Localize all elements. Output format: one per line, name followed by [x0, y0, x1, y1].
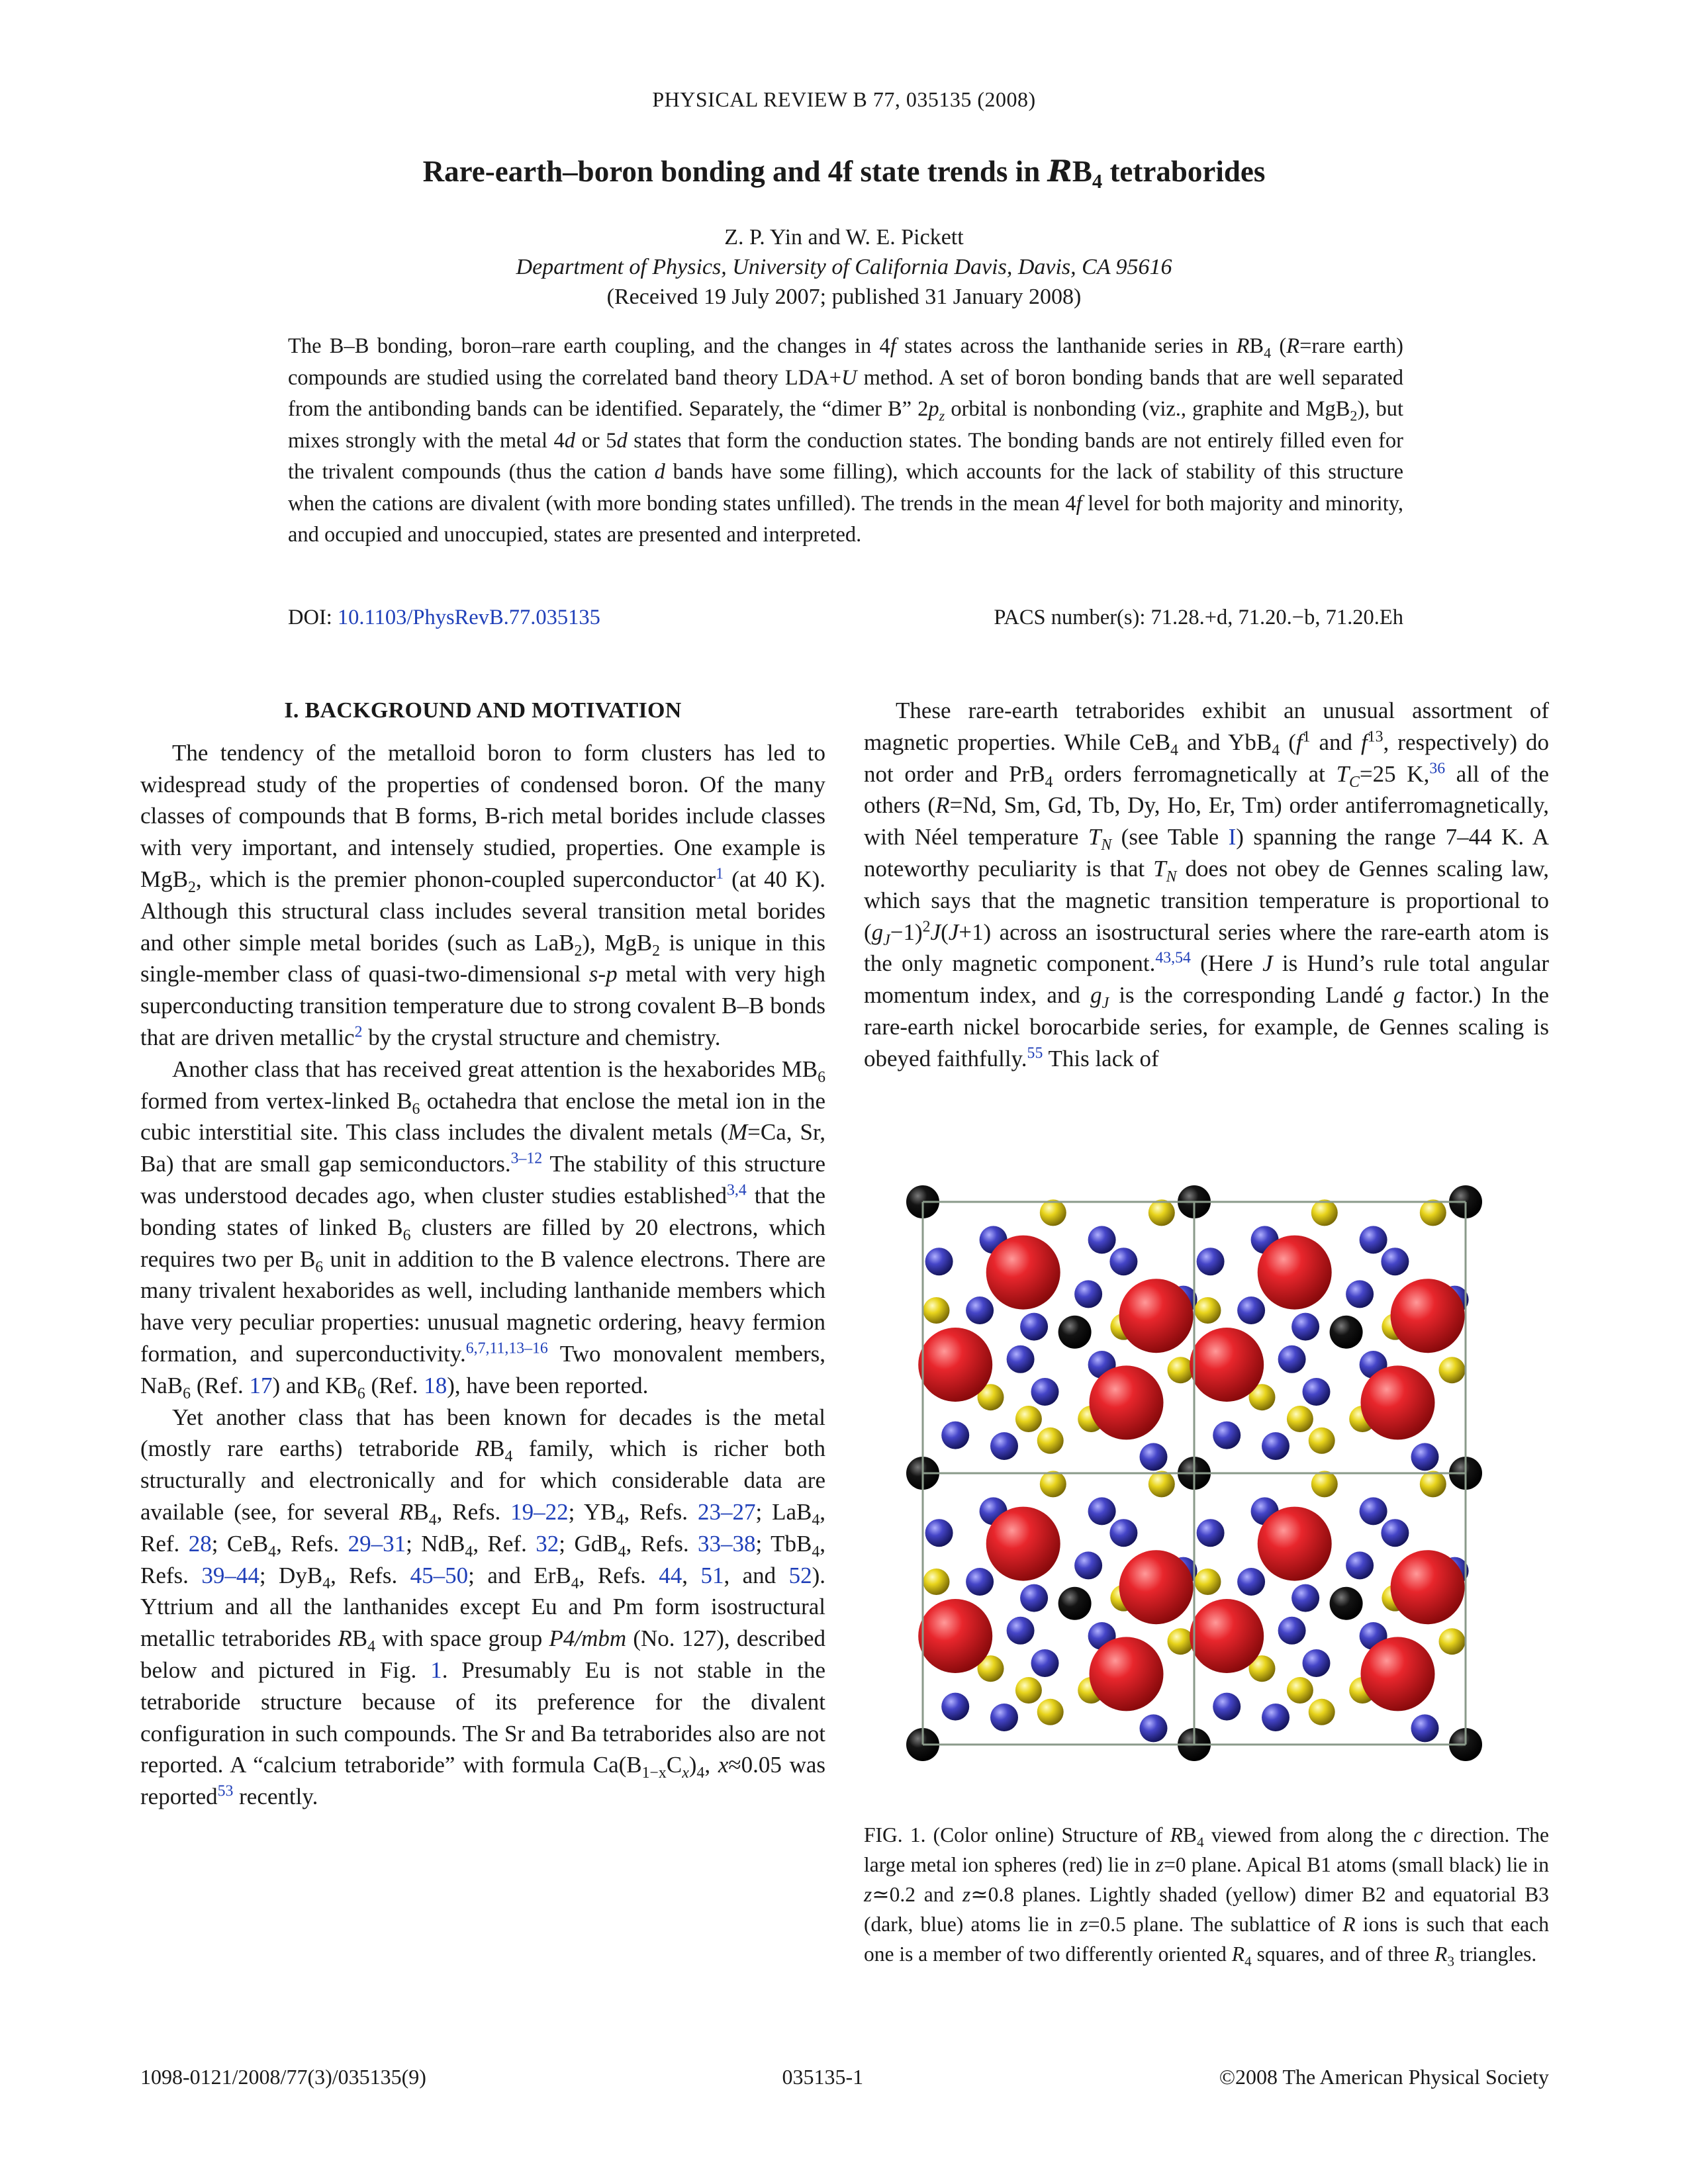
ref-link[interactable]: 55	[1027, 1044, 1043, 1062]
b3-atom	[1197, 1519, 1225, 1547]
b3-atom	[990, 1704, 1018, 1731]
b3-atom	[925, 1519, 953, 1547]
ref-link[interactable]: 6,7,11,13–16	[465, 1340, 548, 1357]
title-text: Rare-earth–boron bonding and 4f state trends in	[422, 155, 1048, 188]
b3-atom	[990, 1432, 1018, 1460]
b3-atom	[1109, 1519, 1137, 1547]
b2-atom	[1040, 1199, 1066, 1226]
ref-link[interactable]: 44	[659, 1562, 682, 1588]
b2-atom	[923, 1297, 950, 1324]
paragraph-3: Yet another class that has been known for decades is the metal (mostly rare earths) tetraboride $RB_4$ family, which is richer both structurally and electronically and for which considerable data are available (see, for several $RB_4$, Refs. 19–22; $YB_4$, Refs. 23–27; LaB$_4$, Ref. 28; CeB$_4$, Refs. 29–31; NdB$_4$, Ref. 32; GdB$_4$, Refs. 33–38; TbB$_4$, Refs. 39–44; DyB$_4$, Refs. 45–50; and ErB$_4$, Refs. 44, 51, and 52). Yttrium and all the lanthanides except Eu and Pm form isostructural metallic tetraborides $RB_4$ with space group P4/mbm (No. 127), described below and pictured in Fig. 1. Presumably Eu is not stable in the tetraboride structure because of its preference for the divalent configuration in such compounds. The Sr and Ba tetraborides also are not reported. A “calcium tetraboride” with formula $Ca(B_{1-x}C_x)_4$, x≈0.05 was reported$^{53}$ recently.	[140, 1404, 826, 1810]
b3-atom	[1262, 1432, 1289, 1460]
b2-atom	[1195, 1569, 1221, 1595]
ref-link[interactable]: 3,4	[726, 1181, 747, 1199]
ref-link[interactable]: 28	[188, 1530, 212, 1557]
ref-link[interactable]: 18	[424, 1372, 447, 1398]
b2-atom	[1149, 1199, 1175, 1226]
section-heading: I. BACKGROUND AND MOTIVATION	[284, 698, 682, 723]
ref-link[interactable]: 29–31	[348, 1530, 406, 1557]
ref-link[interactable]: 1	[716, 865, 724, 883]
b3-atom	[1346, 1280, 1374, 1308]
b3-atom	[1088, 1497, 1116, 1525]
ref-link[interactable]: 23–27	[697, 1498, 756, 1525]
ref-link[interactable]: 45–50	[410, 1562, 469, 1588]
doi: DOI: 10.1103/PhysRevB.77.035135	[288, 606, 600, 629]
metal-ion-atom	[986, 1507, 1060, 1581]
metal-ion-atom	[918, 1328, 992, 1402]
ref-link[interactable]: 52	[788, 1562, 812, 1588]
b3-atom	[1074, 1280, 1102, 1308]
metal-ion-atom	[1391, 1550, 1465, 1624]
footer-issn: 1098-0121/2008/77(3)/035135(9)	[140, 2065, 426, 2089]
b2-atom	[1040, 1471, 1066, 1497]
footer-copyright: ©2008 The American Physical Society	[1219, 2065, 1549, 2089]
b1-atom	[1058, 1587, 1092, 1620]
b2-atom	[1309, 1699, 1335, 1725]
footer	[140, 2065, 1549, 2089]
b3-atom	[1303, 1649, 1331, 1677]
b3-atom	[1411, 1443, 1439, 1471]
ref-link[interactable]: 43,54	[1155, 949, 1191, 967]
b3-atom	[1140, 1443, 1168, 1471]
b3-atom	[1020, 1584, 1048, 1612]
ref-link[interactable]: 32	[536, 1530, 559, 1557]
paragraph-2: Another class that has received great attention is the hexaborides $MB_6$ formed from vertex-linked $B_6$ octahedra that enclose the metal ion in the cubic interstitial site. This class includes the divalent metals (M=Ca, Sr, Ba) that are small gap semiconductors.$^{3-12}$ The stability of this structure was understood decades ago, when cluster studies established$^{3,4}$ that the bonding states of linked $B_6$ clusters are filled by 20 electrons, which requires two per $B_6$ unit in addition to the B valence electrons. There are many trivalent hexaborides as well, including lanthanide members which have very peculiar properties: unusual magnetic ordering, heavy fermion formation, and superconductivity.$^{6,7,11,13-16}$ Two monovalent members, NaB$_6$ (Ref. 17) and $KB_6$ (Ref. 18), have been reported.	[140, 1056, 826, 1402]
ref-link[interactable]: 19–22	[510, 1498, 569, 1525]
figure-1	[906, 1185, 1501, 1794]
b3-atom	[941, 1693, 969, 1721]
b3-atom	[1237, 1568, 1265, 1596]
ref-link[interactable]: 17	[249, 1372, 273, 1398]
b3-atom	[1020, 1313, 1048, 1341]
b3-atom	[1262, 1704, 1289, 1731]
b3-atom	[1346, 1551, 1374, 1579]
b2-atom	[1037, 1699, 1064, 1725]
b3-atom	[1291, 1584, 1319, 1612]
ref-link[interactable]: 39–44	[201, 1562, 259, 1588]
paragraph-4: These rare-earth tetraborides exhibit an unusual assortment of magnetic properties. While CeB$_4$ and YbB$_4$ ($f^1$ and $f^{13}$, respectively) do not order and PrB$_4$ orders ferromagnetically at $T_C=25$ K,$^{36}$ all of the others (R=Nd, Sm, Gd, Tb, Dy, Ho, Er, Tm) order antiferromagnetically, with Néel temperature $T_N$ (see Table I) spanning the range 7–44 K. A noteworthy peculiarity is that $T_N$ does not obey de Gennes scaling law, which says that the magnetic transition temperature is proportional to $(g_J-1)^2J(J+1)$ across an isostructural series where the rare-earth atom is the only magnetic component.$^{43,54}$ (Here J is Hund’s rule total angular momentum index, and $g_J$ is the corresponding Landé g factor.) In the rare-earth nickel borocarbide series, for example, de Gennes scaling is obeyed faithfully.$^{55}$ This lack of	[864, 698, 1550, 1071]
b3-atom	[1140, 1714, 1168, 1742]
right-column	[864, 695, 1549, 1075]
title-subscript: 4	[1092, 170, 1103, 193]
b3-atom	[966, 1297, 994, 1324]
doi-row	[288, 606, 1403, 630]
metal-ion-atom	[1190, 1328, 1264, 1402]
b2-atom	[923, 1569, 950, 1595]
b3-atom	[1237, 1297, 1265, 1324]
received-date: (Received 19 July 2007; published 31 January 2008)	[606, 285, 1082, 309]
b1-atom	[1330, 1587, 1363, 1620]
b3-atom	[1360, 1226, 1387, 1253]
b3-atom	[941, 1422, 969, 1449]
b2-atom	[1439, 1357, 1466, 1383]
title-R-symbol: R	[1047, 154, 1072, 189]
b3-atom	[1411, 1714, 1439, 1742]
b2-atom	[1311, 1471, 1338, 1497]
title-text-end: tetraborides	[1102, 155, 1266, 188]
b3-atom	[1007, 1617, 1035, 1645]
running-head: PHYSICAL REVIEW B 77, 035135 (2008)	[652, 87, 1036, 111]
b2-atom	[1168, 1357, 1194, 1383]
crystal-structure-figure	[906, 1185, 1501, 1794]
affiliation: Department of Physics, University of California Davis, Davis, CA 95616	[516, 255, 1172, 279]
footer-page-number: 035135-1	[782, 2065, 864, 2089]
table-link[interactable]: I	[1228, 824, 1237, 850]
metal-ion-atom	[986, 1236, 1060, 1310]
b2-atom	[1015, 1677, 1042, 1704]
b3-atom	[1007, 1345, 1035, 1373]
authors: Z. P. Yin and W. E. Pickett	[724, 225, 964, 250]
b3-atom	[1088, 1226, 1116, 1253]
ref-link[interactable]: 53	[217, 1782, 234, 1800]
ref-link[interactable]: 2	[354, 1023, 363, 1041]
abstract: The B–B bonding, boron–rare earth coupling, and the changes in 4f states across the lanthanide series in $RB_4$ (R=rare earth) compounds are studied using the correlated band theory LDA+U method. A set of boron bonding bands that are well separated from the antibonding bands can be identified. Separately, the “dimer B” $2p_z$ orbital is nonbonding (viz., graphite and MgB$_2$), but mixes strongly with the metal 4d or 5d states that form the conduction states. The bonding bands are not entirely filled even for the trivalent compounds (thus the cation d bands have some filling), which accounts for the lack of stability of this structure when the cations are divalent (with more bonding states unfilled). The trends in the mean 4f level for both majority and minority, and occupied and unoccupied, states are presented and interpreted.	[288, 334, 1404, 547]
b3-atom	[1109, 1248, 1137, 1275]
ref-link[interactable]: 33–38	[698, 1530, 756, 1557]
b3-atom	[1031, 1378, 1059, 1406]
b1-atom	[1330, 1316, 1363, 1349]
metal-ion-atom	[1090, 1637, 1164, 1711]
paragraph-1: The tendency of the metalloid boron to form clusters has led to widespread study of the properties of condensed boron. Of the many classes of compounds that B forms, B-rich metal borides include classes with very important, and intensely studied, properties. One example is MgB$_2$, which is the premier phonon-coupled superconductor$^1$ (at 40 K). Although this structural class includes several transition metal borides and other simple metal borides (such as LaB$_2$), MgB$_2$ is unique in this single-member class of quasi-two-dimensional s-p metal with very high superconducting transition temperature due to strong covalent B–B bonds that are driven metallic$^2$ by the crystal structure and chemistry.	[140, 739, 826, 1050]
b2-atom	[1287, 1406, 1313, 1432]
metal-ion-atom	[1391, 1279, 1465, 1353]
figure-link[interactable]: 1	[430, 1657, 442, 1683]
metal-ion-atom	[1258, 1236, 1332, 1310]
b2-atom	[1287, 1677, 1313, 1704]
b3-atom	[1074, 1551, 1102, 1579]
b3-atom	[1303, 1378, 1331, 1406]
b3-atom	[1381, 1248, 1409, 1275]
metal-ion-atom	[1361, 1365, 1435, 1439]
b2-atom	[1420, 1199, 1446, 1226]
ref-link[interactable]: 3–12	[510, 1150, 543, 1167]
metal-ion-atom	[918, 1599, 992, 1673]
b2-atom	[1015, 1406, 1042, 1432]
left-column	[140, 695, 825, 1813]
ref-link[interactable]: 51	[700, 1562, 724, 1588]
ref-link[interactable]: 36	[1429, 759, 1446, 777]
b2-atom	[1168, 1628, 1194, 1655]
b2-atom	[1311, 1199, 1338, 1226]
b3-atom	[1278, 1345, 1306, 1373]
paper-title	[0, 154, 1688, 193]
b3-atom	[1278, 1617, 1306, 1645]
b2-atom	[1195, 1297, 1221, 1324]
doi-link[interactable]: 10.1103/PhysRevB.77.035135	[337, 606, 600, 629]
b2-atom	[1420, 1471, 1446, 1497]
b3-atom	[966, 1568, 994, 1596]
metal-ion-atom	[1119, 1550, 1194, 1624]
b3-atom	[1197, 1248, 1225, 1275]
b2-atom	[1037, 1428, 1064, 1454]
b3-atom	[1213, 1422, 1241, 1449]
b3-atom	[1381, 1519, 1409, 1547]
b2-atom	[1439, 1628, 1466, 1655]
metal-ion-atom	[1258, 1507, 1332, 1581]
b1-atom	[1058, 1316, 1092, 1349]
metal-ion-atom	[1190, 1599, 1264, 1673]
figure-caption: FIG. 1. (Color online) Structure of $RB_4$ viewed from along the c direction. The large metal ion spheres (red) lie in z=0 plane. Apical B1 atoms (small black) lie in z≃0.2 and z≃0.8 planes. Lightly shaded (yellow) dimer B2 and equatorial B3 (dark, blue) atoms lie in z=0.5 plane. The sublattice of R ions is such that each one is a member of two differently oriented $R_4$ squares, and of three $R_3$ triangles.	[864, 1823, 1550, 1970]
b3-atom	[925, 1248, 953, 1275]
pacs-numbers: PACS number(s): 71.28.+d, 71.20.−b, 71.20.Eh	[994, 606, 1403, 629]
b2-atom	[1149, 1471, 1175, 1497]
title-B: B	[1072, 155, 1092, 188]
b3-atom	[1291, 1313, 1319, 1341]
metal-ion-atom	[1119, 1279, 1194, 1353]
metal-ion-atom	[1090, 1365, 1164, 1439]
metal-ion-atom	[1361, 1637, 1435, 1711]
b3-atom	[1213, 1693, 1241, 1721]
b3-atom	[1360, 1497, 1387, 1525]
b3-atom	[1031, 1649, 1059, 1677]
b2-atom	[1309, 1428, 1335, 1454]
